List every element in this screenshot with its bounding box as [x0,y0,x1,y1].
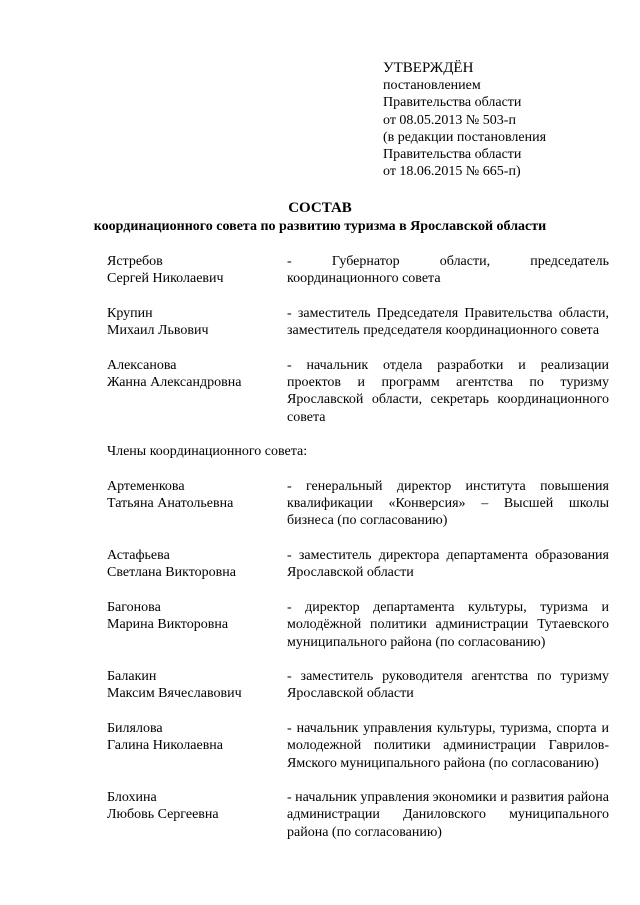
member-name [107,668,287,703]
document-title [0,200,640,235]
member-surname: Балакин [107,668,157,684]
member-name [107,357,287,427]
member-role: - начальник управления культуры, туризма, спорта и молодежной политики администрации Гаврилов-Ямского муниципального района (по согласованию) [287,720,609,771]
approval-line: Правительства области [383,95,522,111]
member-role: - заместитель руководителя агентства по туризму Ярославской области [287,668,609,702]
member-entry [107,253,607,288]
approval-stamp [383,60,623,180]
approval-heading: УТВЕРЖДЁН [383,60,474,76]
member-role: - Губернатор области, председатель координационного совета [287,254,609,287]
member-role: - заместитель Председателя Правительства области, заместитель председателя координационного совета [287,305,609,339]
member-entry [107,599,607,651]
member-surname: Билялова [107,720,163,736]
member-name [107,599,287,651]
approval-line: от 08.05.2013 № 503-п [383,112,516,128]
member-role: - директор департамента культуры, туризма и молодёжной политики администрации Тутаевского муниципального района (по согласованию) [287,599,609,650]
member-entry [107,357,607,427]
approval-line: постановлением [383,78,481,94]
member-surname: Алексанова [107,357,177,373]
member-name [107,305,287,340]
member-surname: Ястребов [107,254,163,269]
member-surname: Артеменкова [107,478,185,494]
title-subheading: координационного совета по развитию туризма в Ярославской области [93,218,547,234]
member-given-names: Жанна Александровна [107,375,242,391]
member-given-names: Галина Николаевна [107,738,224,754]
member-role: - начальник отдела разработки и реализации проектов и программ агентства по туризму Ярославской области, секретарь координационного совета [287,357,609,425]
member-entry [107,547,607,582]
member-entry [107,668,607,703]
member-role: - заместитель директора департамента образования Ярославской области [287,547,609,581]
member-given-names: Максим Вячеславович [107,686,242,702]
member-name [107,789,287,841]
members-section-label: Члены координационного совета: [107,444,308,460]
member-given-names: Татьяна Анатольевна [107,496,234,512]
member-given-names: Михаил Львович [107,323,209,339]
member-role: - генеральный директор института повышения квалификации «Конверсия» – Высшей школы бизнеса (по согласованию) [287,478,609,529]
member-entry [107,720,607,772]
member-given-names: Любовь Сергеевна [107,807,219,823]
member-surname: Багонова [107,599,161,615]
member-entry [107,478,607,530]
member-entry [107,789,607,841]
approval-line: Правительства области [383,147,522,163]
member-name [107,547,287,582]
approval-line: от 18.06.2015 № 665-п) [383,164,521,180]
member-entry [107,305,607,340]
member-list [107,253,607,841]
member-surname: Блохина [107,789,157,805]
member-given-names: Сергей Николаевич [107,271,224,287]
member-name [107,478,287,530]
member-name [107,253,287,288]
title-heading: СОСТАВ [288,200,352,216]
member-given-names: Марина Викторовна [107,617,229,633]
approval-line: (в редакции постановления [383,129,547,145]
member-given-names: Светлана Викторовна [107,565,236,581]
member-name [107,720,287,772]
member-surname: Астафьева [107,547,170,563]
member-surname: Крупин [107,305,153,321]
member-role: - начальник управления экономики и развития района администрации Даниловского муниципального района (по согласованию) [287,789,609,840]
